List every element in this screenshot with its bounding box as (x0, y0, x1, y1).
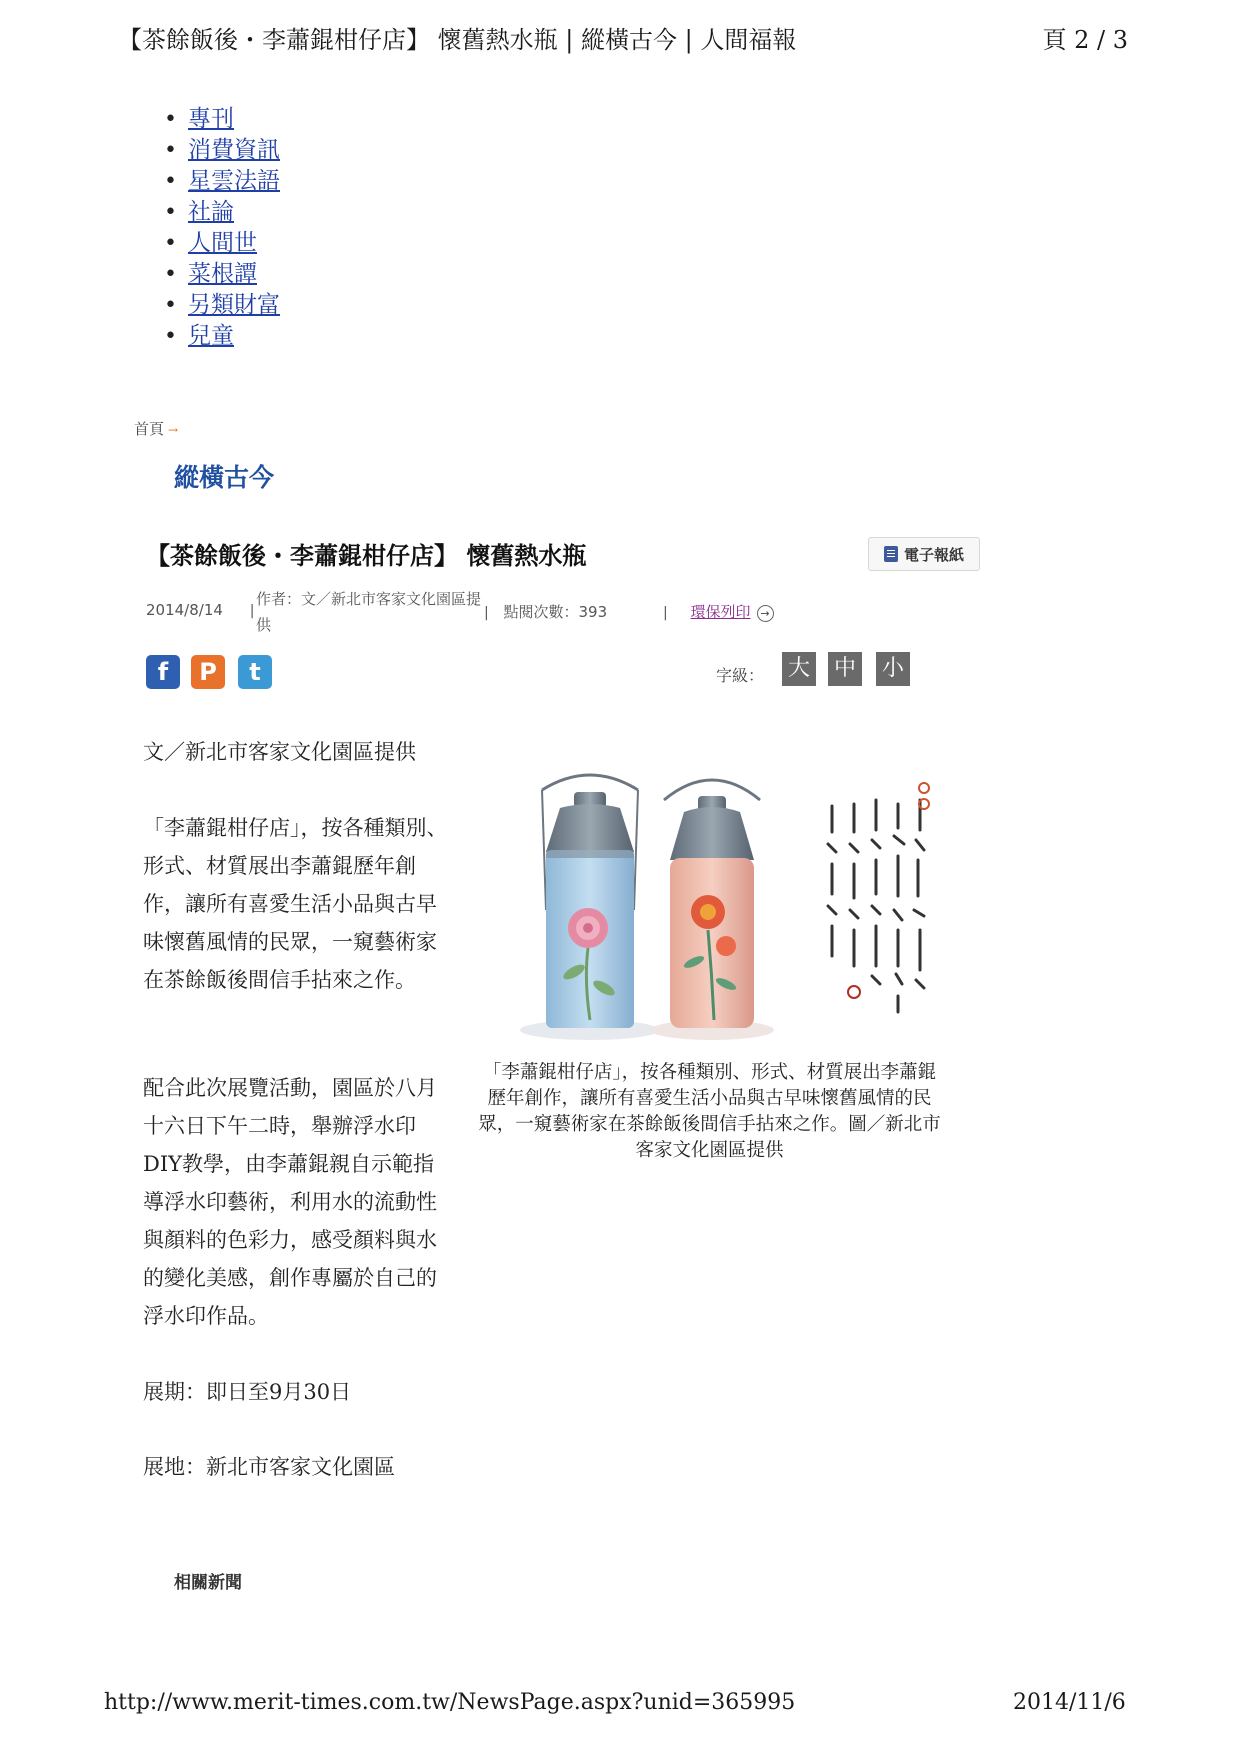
nav-link-consumer[interactable]: 消費資訊 (188, 137, 280, 163)
newspaper-icon (884, 546, 898, 562)
nav-list (160, 104, 280, 352)
facebook-share-icon[interactable]: f (146, 655, 180, 689)
arrow-circle-right-icon[interactable]: → (757, 605, 774, 622)
nav-item-editorial (160, 197, 280, 228)
nav-link-wealth[interactable]: 另類財富 (188, 292, 280, 318)
article-author: 作者：文／新北市客家文化園區提供 (256, 590, 482, 634)
nav-item-caigentan (160, 259, 280, 290)
arrow-right-icon: → (168, 423, 179, 437)
article-views-text: 點閱次數：393 (503, 603, 608, 621)
nav-link-caigentan[interactable]: 菜根譚 (188, 261, 257, 287)
nav-link-children[interactable]: 兒童 (188, 323, 234, 349)
nav-item-special (160, 104, 280, 135)
font-size-small-button[interactable]: 小 (876, 652, 910, 686)
calligraphy-inscription (828, 800, 924, 1012)
nav-item-children (160, 321, 280, 352)
article-paragraph: 展地：新北市客家文化園區 (143, 1455, 395, 1479)
article-title: 【茶餘飯後・李蕭錕柑仔店】 懷舊熱水瓶 (146, 542, 587, 570)
article-paragraph: 「李蕭錕柑仔店」，按各種類別、形式、材質展出李蕭錕歷年創作，讓所有喜愛生活小品與古早味懷舊風情的民眾，一窺藝術家在茶餘飯後間信手拈來之作。 (143, 816, 448, 992)
pink-thermos (664, 780, 760, 1028)
print-footer-url: http://www.merit-times.com.tw/NewsPage.aspx?unid=365995 (104, 1690, 796, 1715)
font-size-medium-button[interactable]: 中 (828, 652, 862, 686)
font-size-label: 字級： (716, 666, 765, 685)
print-header-title: 【茶餘飯後・李蕭錕柑仔店】 懷舊熱水瓶 | 縱橫古今 | 人間福報 (118, 26, 797, 54)
related-news-heading: 相關新聞 (174, 1573, 242, 1593)
meta-separator: | (663, 605, 668, 621)
font-size-large-button[interactable]: 大 (782, 652, 816, 686)
breadcrumb (134, 418, 178, 439)
breadcrumb-home-link[interactable]: 首頁 (134, 420, 165, 438)
print-area (663, 601, 774, 622)
epaper-button[interactable] (868, 537, 980, 571)
article-paragraph: 文／新北市客家文化園區提供 (143, 740, 416, 764)
thermos-illustration (512, 760, 952, 1050)
article-paragraph: 配合此次展覽活動，園區於八月十六日下午二時，舉辦浮水印DIY教學，由李蕭錕親自示範指導浮水印藝術，利用水的流動性與顏料的色彩力，感受顏料與水的變化美感，創作專屬於自己的浮水印作品。 (143, 1076, 437, 1328)
print-footer-date: 2014/11/6 (1013, 1690, 1126, 1715)
article-date (146, 601, 254, 619)
nav-link-special[interactable]: 專刊 (188, 106, 234, 132)
article-date-text: 2014/8/14 (146, 601, 223, 619)
article-views (484, 601, 607, 622)
section-title[interactable]: 縱橫古今 (174, 463, 275, 492)
nav-item-renjian (160, 228, 280, 259)
nav-link-editorial[interactable]: 社論 (188, 199, 234, 225)
nav-link-xingyun[interactable]: 星雲法語 (188, 168, 280, 194)
meta-separator: | (249, 603, 255, 619)
article-paragraph: 展期：即日至9月30日 (143, 1380, 352, 1404)
plurk-share-icon[interactable]: P (191, 655, 225, 689)
print-header-page-number: 頁 2 / 3 (1042, 26, 1128, 54)
blue-thermos (542, 775, 638, 1028)
figure-caption: 「李蕭錕柑仔店」，按各種類別、形式、材質展出李蕭錕歷年創作，讓所有喜愛生活小品與古早味懷舊風情的民眾，一窺藝術家在茶餘飯後間信手拈來之作。圖／新北市客家文化園區提供 (478, 1062, 941, 1161)
eco-print-link[interactable]: 環保列印 (690, 603, 751, 621)
nav-item-xingyun (160, 166, 280, 197)
meta-separator: | (484, 605, 489, 621)
nav-item-consumer (160, 135, 280, 166)
twitter-share-icon[interactable]: t (238, 655, 272, 689)
epaper-button-label: 電子報紙 (903, 545, 964, 564)
nav-item-wealth (160, 290, 280, 321)
nav-link-renjian[interactable]: 人間世 (188, 230, 257, 256)
